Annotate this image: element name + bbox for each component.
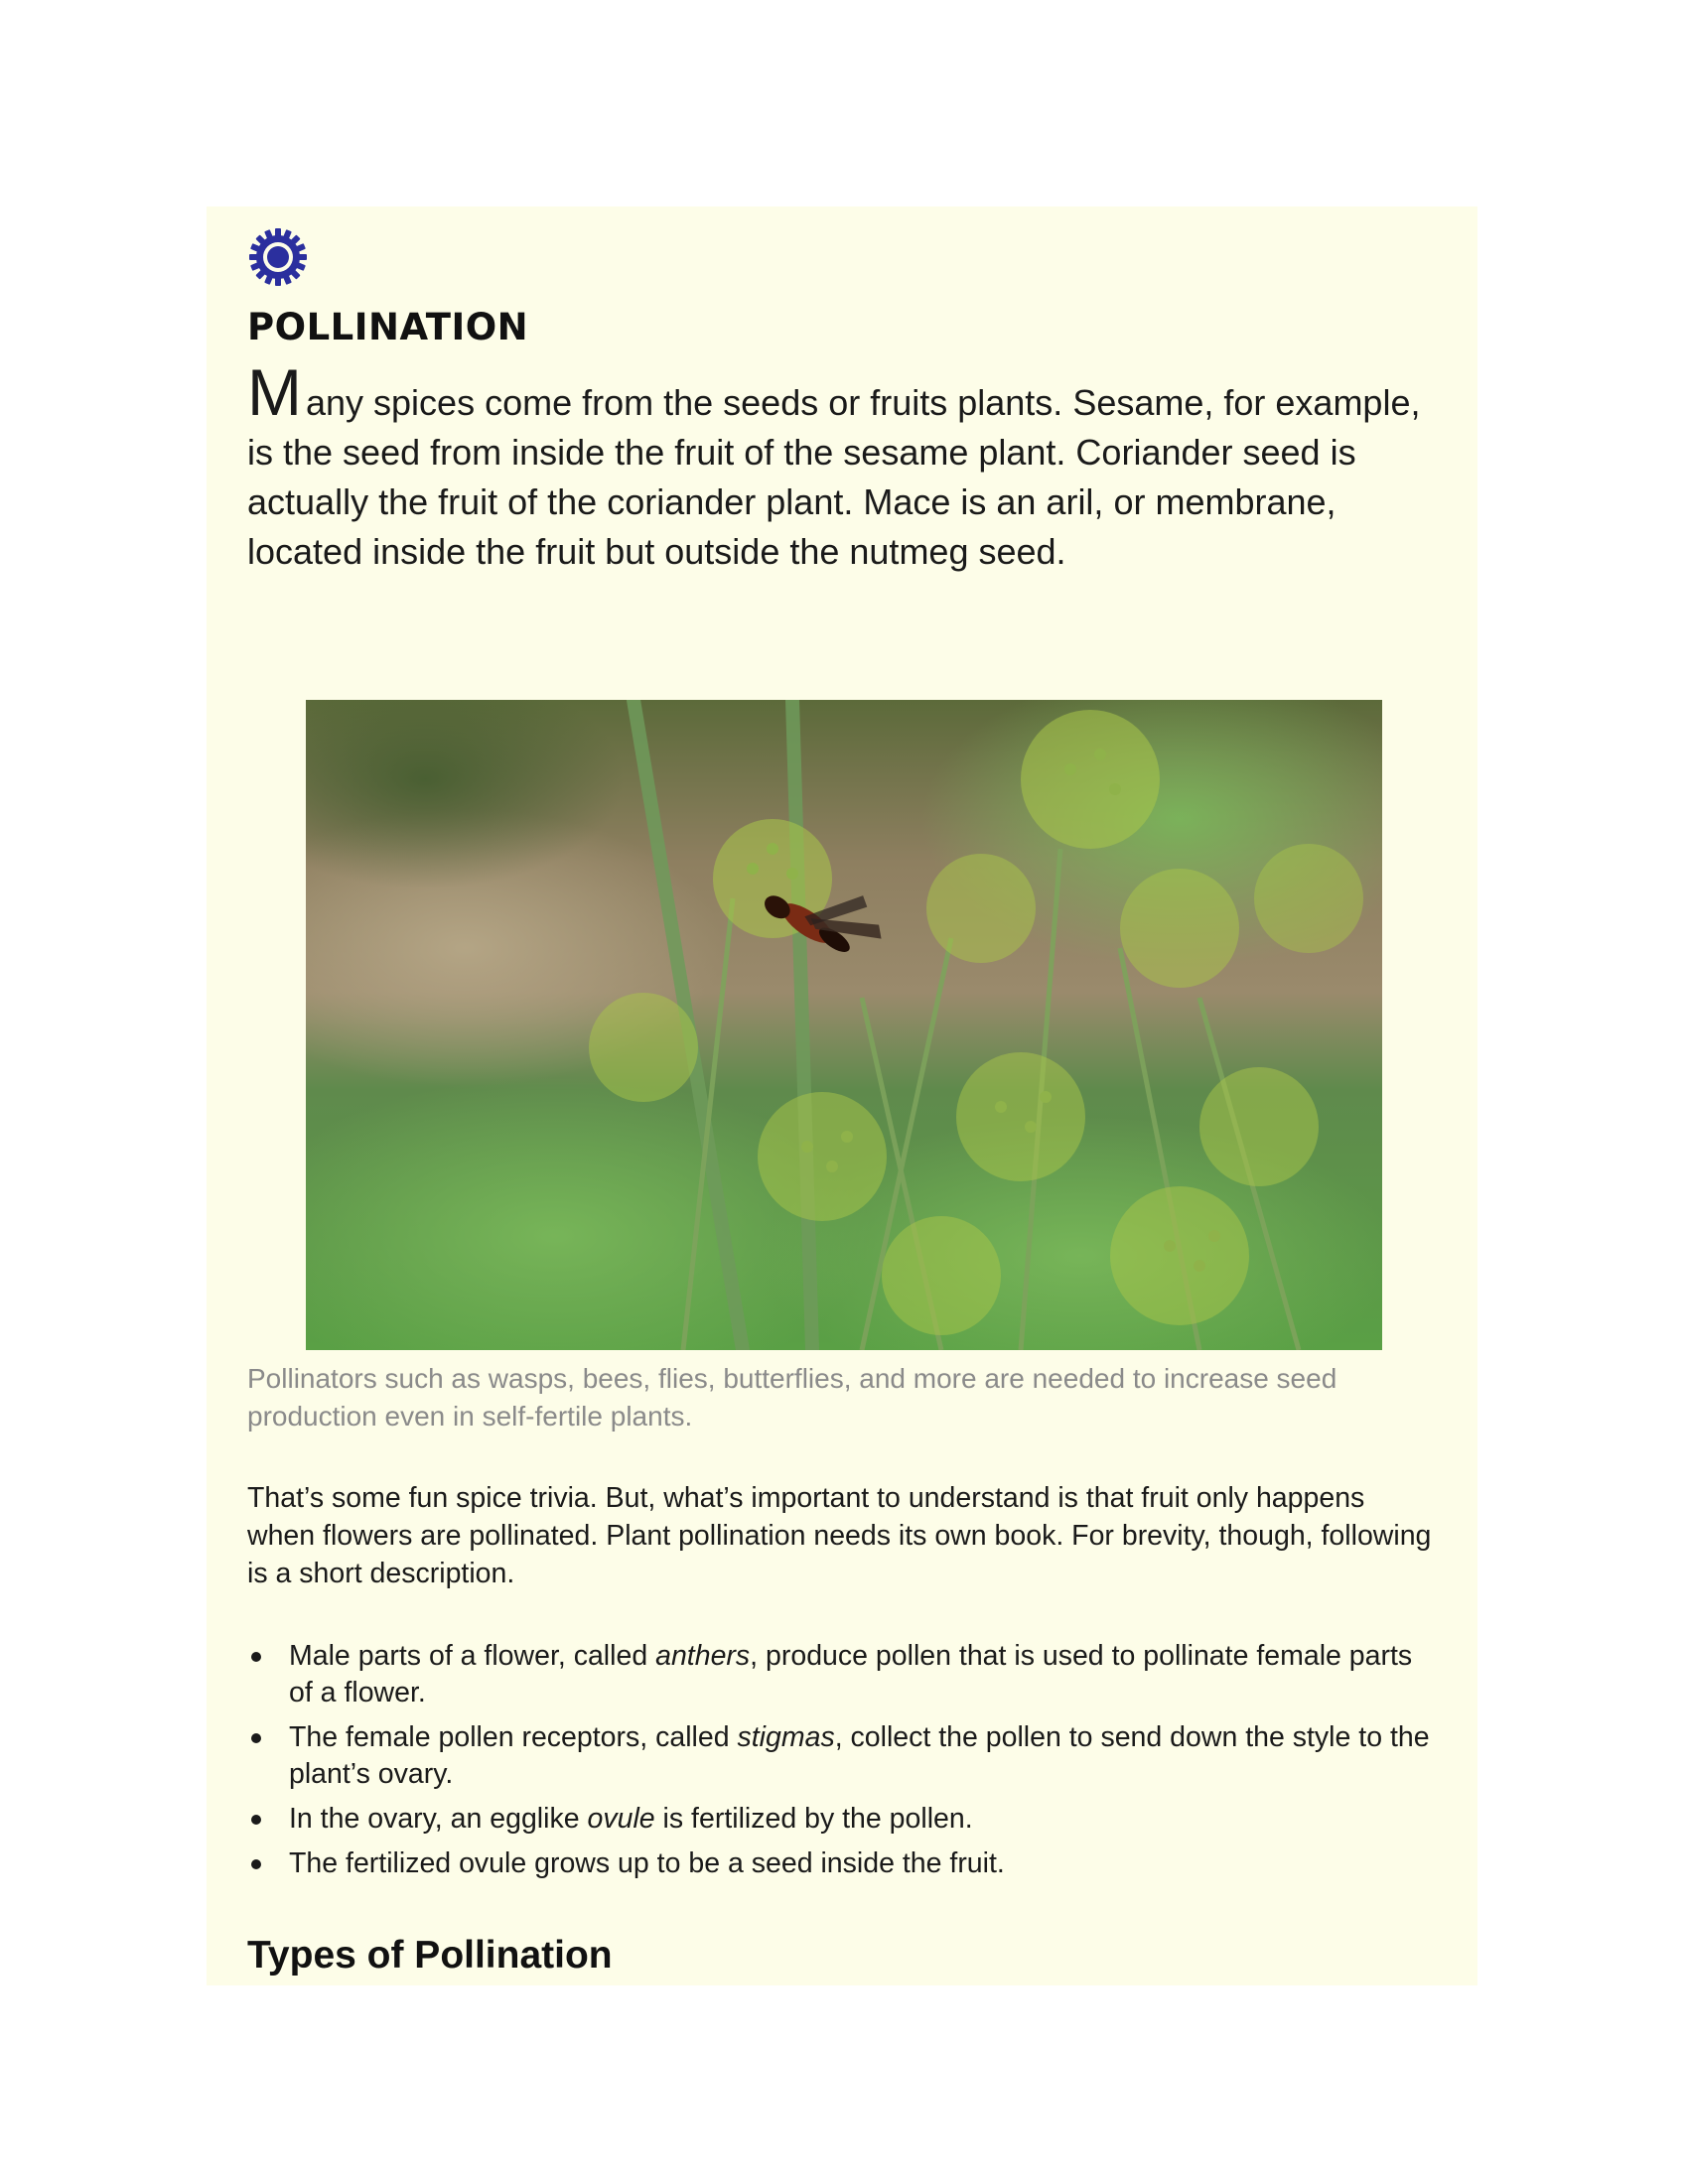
bullet-icon <box>251 1652 261 1662</box>
list-item <box>247 1638 1439 1711</box>
list-item <box>247 1801 1439 1838</box>
list-item <box>247 1845 1439 1882</box>
subheading: Types of Pollination <box>247 1934 613 1977</box>
intro-text: any spices come from the seeds or fruits plants. Sesame, for example, is the seed from inside the fruit of the sesame plant. Coriander seed is actually the fruit of the coriander plant. Mace is an aril, or membrane, located inside the fruit but outside the nutmeg seed. <box>247 382 1421 572</box>
list-item-term: anthers <box>655 1640 751 1672</box>
list-item-text: , produce pollen that is used to pollinate female parts of a flower. <box>289 1640 1413 1708</box>
list-item-text: The female pollen receptors, called <box>289 1721 738 1753</box>
pollination-steps-list <box>247 1638 1439 1890</box>
list-item-term: ovule <box>587 1803 655 1835</box>
list-item-term: stigmas <box>737 1721 835 1753</box>
intro-paragraph <box>247 355 1439 577</box>
drop-cap: M <box>247 355 302 429</box>
gear-icon <box>247 226 309 288</box>
section-title: POLLINATION <box>247 306 529 348</box>
list-item-text: , collect the pollen to send down the style to the plant’s ovary. <box>289 1721 1430 1790</box>
body-paragraph: That’s some fun spice trivia. But, what’s important to understand is that fruit only happens when flowers are pollinated. Plant pollination needs its own book. For brevity, though, following is a short description. <box>247 1482 1432 1589</box>
photo-caption: Pollinators such as wasps, bees, flies, butterflies, and more are needed to increase seed production even in self-fertile plants. <box>247 1363 1337 1432</box>
bullet-icon <box>251 1815 261 1825</box>
list-item-text: The fertilized ovule grows up to be a seed inside the fruit. <box>289 1847 1005 1879</box>
bullet-icon <box>251 1733 261 1743</box>
bullet-icon <box>251 1859 261 1869</box>
list-item-text: In the ovary, an egglike <box>289 1803 588 1835</box>
list-item <box>247 1719 1439 1793</box>
list-item-text: Male parts of a flower, called <box>289 1640 656 1672</box>
list-item-text: is fertilized by the pollen. <box>654 1803 973 1835</box>
wasp-on-fennel-photo <box>306 700 1382 1350</box>
